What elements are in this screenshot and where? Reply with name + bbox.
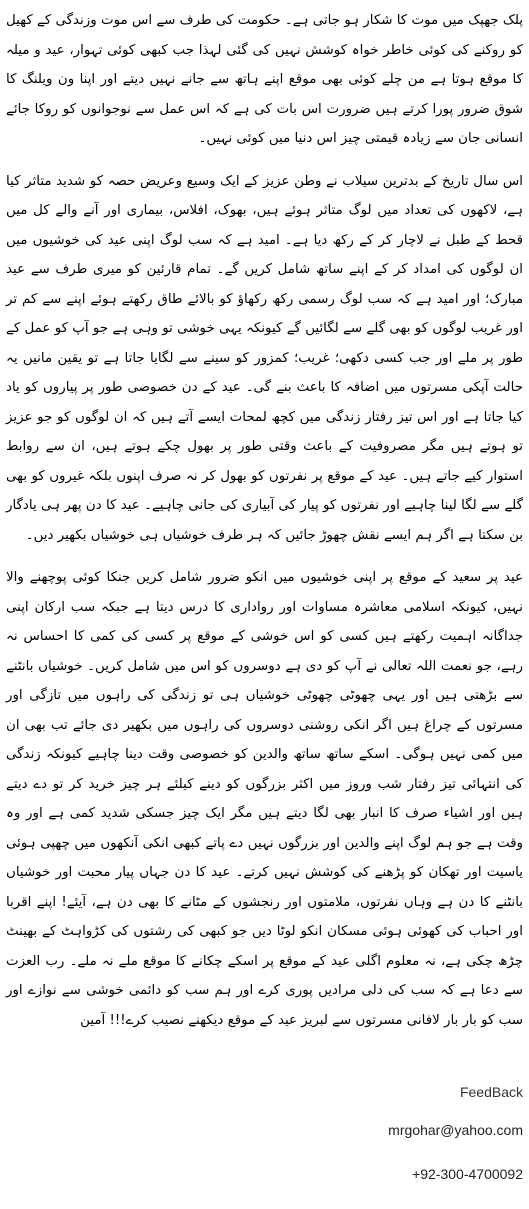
- author-email[interactable]: mrgohar@yahoo.com: [388, 1122, 523, 1138]
- author-contact: [6, 1076, 523, 1196]
- feedback-label: FeedBack: [459, 1084, 523, 1100]
- article-paragraph-wheelie: پلک جھپک میں موت کا شکار ہو جاتی ہے۔ حکومت کی طرف سے اس موت وزندگی کے کھیل کو روکنے کی کوئی خاطر خواہ کوشش نہیں کی گئی لہذا جب کبھی کوئی تہوار، عید و میلہ کا موقع ہوتا ہے من چلے کوئی بھی موقع اپنے ہاتھ سے جانے نہیں دیتے اور اپنا ون ویلنگ کا شوق ضرور پورا کرتے ہیں ضرورت اس بات کی ہے کہ اس عمل سے نوجوانوں کو روکا جائے انسانی جان سے زیادہ قیمتی چیز اس دنیا میں کوئی نہیں۔: [6, 13, 523, 146]
- author-phone: +92-300-4700092: [412, 1166, 523, 1182]
- article-paragraph-sharing: عید پر سعید کے موقع پر اپنی خوشیوں میں انکو ضرور شامل کریں جنکا کوئی پوچھنے والا نہیں، کیونکہ اسلامی معاشرہ مساوات اور رواداری کا درس دیتا ہے جبکہ سب ارکان اپنی جداگانہ اہمیت رکھتے ہیں کسی کو اس خوشی کے موقع پر کسی کی کمی کا احساس نہ رہے، جو نعمت اللہ تعالی نے آپ کو دی ہے دوسروں کو اس میں شامل کریں۔ خوشیاں بانٹنے سے بڑھتی ہیں اور یہی چھوٹی چھوٹی خوشیاں ہی تو زندگی کی راہوں میں تازگی اور مسرتوں کے چراغ ہیں اگر انکی روشنی دوسروں کی راہوں میں بکھیر دی جائے تب بھی ان میں کمی نہیں ہوگی۔ اسکے ساتھ ساتھ والدین کو خصوصی وقت دینا چاہیے کیونکہ زندگی کی انتہائی تیز رفتار شب وروز میں اکثر بزرگوں کو دینے کیلئے ہر چیز خرید کر تو دے دیتے ہیں اور اشیاء صرف کا انبار بھی لگا دیتے ہیں مگر ایک چیز جسکی شدید کمی ہے اور وہ وقت ہے جو ہم لوگ اپنے والدین اور بزرگوں نہیں دے پاتے کبھی انکی آنکھوں میں چھپی ہوئی یاسیت اور تھکان کو پڑھنے کی کوشش نہیں کرتے۔ عید کا دن جہاں پیار محبت اور خوشیاں بانٹنے کا دن ہے وہاں نفرتوں، ملامتوں اور رنجشوں کے مٹانے کا بھی دن ہے، آیئے! اپنے اقربا اور احباب کی کھوئی ہوئی مسکان انکو لوٹا دیں جو کبھی کی رشتوں کی کڑواہٹ کے بھینٹ چڑھ چکی ہے، نہ معلوم اگلی عید کے موقع پر اسکے چکانے کا موقع ملے نہ ملے۔ رب العزت سے دعا ہے کہ سب کی دلی مرادیں پوری کرے اور ہم سب کو دائمی خوشی سے نوازے اور سب کو بار بار لافانی مسرتوں سے لبریز عید کے موقع دیکھنے نصیب کرے!!! آمین: [6, 570, 523, 1028]
- article-paragraph-flood: اس سال تاریخ کے بدترین سیلاب نے وطن عزیز کے ایک وسیع وعریض حصہ کو شدید متاثر کیا ہے، لاکھوں کی تعداد میں لوگ متاثر ہوئے ہیں، بھوک، افلاس، بیماری اور آنے والے کل میں قحط کے طبل نے لاچار کر کے رکھ دیا ہے۔ امید ہے کہ سب لوگ اپنی عید کی خوشیوں میں ان لوگوں کی امداد کر کے اپنے ساتھ شامل کریں گے۔ تمام قارئین کو میری طرف سے عید مبارک؛ اور امید ہے کہ سب لوگ رسمی رکھ رکھاؤ کو بالائے طاق رکھتے ہوئے اپنے سے کم تر اور غریب لوگوں کو بھی گلے سے لگائیں گے کیونکہ یہی خوشی تو وہی ہے جو آپ کو عمل کے طور پر ملے اور جب کسی دکھی؛ غریب؛ کمزور کو سینے سے لگایا جاتا ہے تو یقین مانیں یہ حالت آپکی مسرتوں میں اضافہ کا باعث بنے گی۔ عید کے دن خصوصی طور پر پیاروں کو یاد کیا جاتا ہے اور اس تیز رفتار زندگی میں کچھ لمحات ایسے آتے ہیں کہ ان لوگوں کو جو عزیز تو ہوتے ہیں مگر مصروفیت کے باعث وقتی طور پر بھول چکے ہوتے ہیں، ان سے روابط استوار کیے جاتے ہیں۔ عید کے موقع پر نفرتوں کو بھول کر نہ صرف اپنوں بلکہ غیروں کو بھی گلے سے لگا لینا چاہیے اور نفرتوں کو پیار کی آبیاری کی جانی چاہیے۔ عید کا دن پھر ہی یادگار بن سکتا ہے اگر ہم ایسے نقش چھوڑ جائیں کہ ہر طرف خوشیاں ہی خوشیاں بکھیر دیں۔: [6, 173, 523, 543]
- article-body: [6, 6, 523, 1035]
